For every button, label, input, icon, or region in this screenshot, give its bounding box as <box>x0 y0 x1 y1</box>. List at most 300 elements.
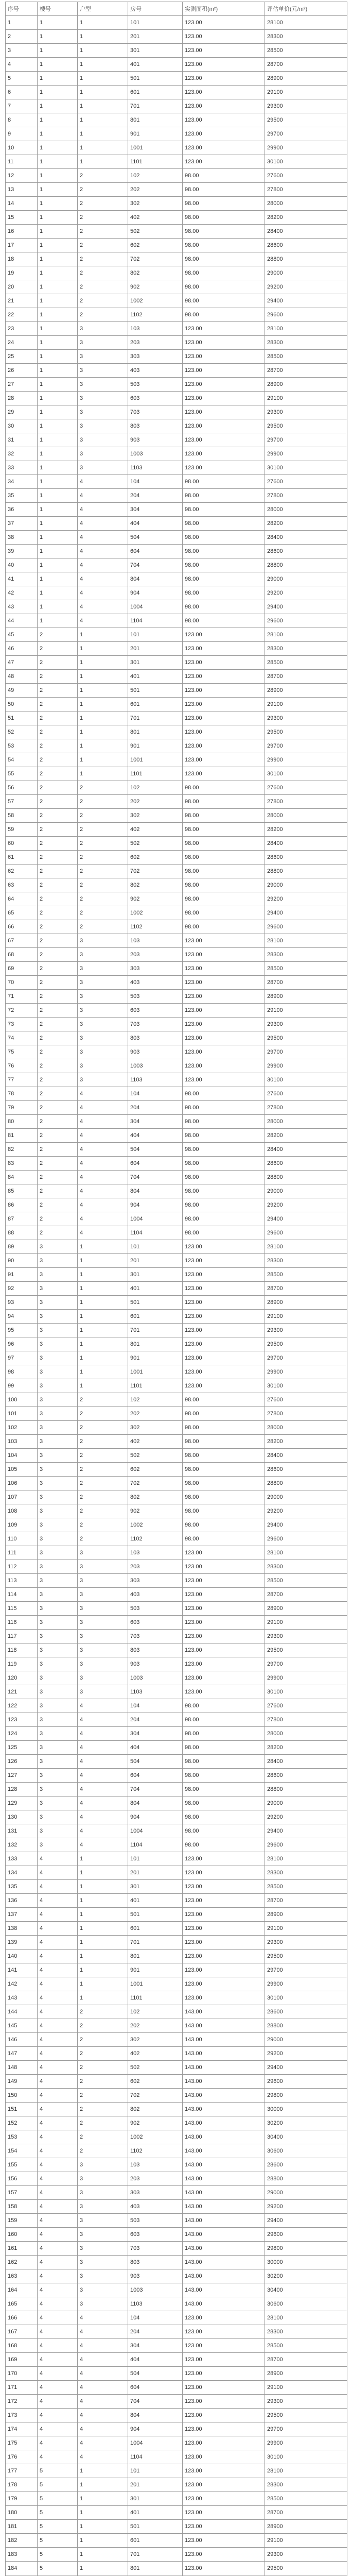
cell-serial: 147 <box>6 2047 38 2061</box>
cell-building: 3 <box>38 1240 78 1254</box>
cell-area: 98.00 <box>183 823 265 837</box>
cell-building: 2 <box>38 795 78 809</box>
cell-unit-type: 4 <box>78 1171 128 1184</box>
cell-unit-type: 2 <box>78 837 128 851</box>
cell-unit-price: 29900 <box>265 1365 347 1379</box>
table-row <box>6 1365 347 1379</box>
cell-building: 1 <box>38 503 78 517</box>
cell-serial: 5 <box>6 72 38 86</box>
table-header-row <box>6 2 347 16</box>
cell-unit-price: 28300 <box>265 1560 347 1574</box>
table-row <box>6 1699 347 1713</box>
cell-room-number: 901 <box>128 127 183 141</box>
cell-room-number: 1001 <box>128 1365 183 1379</box>
cell-room-number: 304 <box>128 503 183 517</box>
cell-unit-price: 29500 <box>265 419 347 433</box>
cell-serial: 154 <box>6 2144 38 2158</box>
cell-serial: 179 <box>6 2492 38 2506</box>
cell-unit-price: 28200 <box>265 1435 347 1449</box>
cell-area: 123.00 <box>183 16 265 30</box>
cell-unit-price: 30000 <box>265 2103 347 2116</box>
cell-building: 1 <box>38 113 78 127</box>
table-row <box>6 2422 347 2436</box>
cell-serial: 133 <box>6 1852 38 1866</box>
table-row <box>6 30 347 44</box>
cell-area: 98.00 <box>183 1449 265 1463</box>
cell-building: 3 <box>38 1310 78 1324</box>
cell-unit-price: 27800 <box>265 795 347 809</box>
cell-unit-type: 3 <box>78 1018 128 1031</box>
table-row <box>6 1824 347 1838</box>
cell-room-number: 801 <box>128 113 183 127</box>
cell-unit-price: 28600 <box>265 851 347 865</box>
cell-area: 123.00 <box>183 155 265 169</box>
cell-unit-price: 28200 <box>265 211 347 225</box>
cell-room-number: 503 <box>128 2214 183 2228</box>
cell-unit-price: 28300 <box>265 1254 347 1268</box>
cell-unit-type: 2 <box>78 2005 128 2019</box>
cell-unit-type: 2 <box>78 1504 128 1518</box>
table-row <box>6 127 347 141</box>
cell-room-number: 1004 <box>128 1212 183 1226</box>
table-row <box>6 1852 347 1866</box>
cell-serial: 143 <box>6 1991 38 2005</box>
cell-area: 123.00 <box>183 1351 265 1365</box>
cell-building: 4 <box>38 2353 78 2367</box>
table-row <box>6 1963 347 1977</box>
cell-area: 123.00 <box>183 725 265 739</box>
cell-serial: 21 <box>6 294 38 308</box>
cell-room-number: 404 <box>128 517 183 531</box>
cell-room-number: 202 <box>128 795 183 809</box>
cell-building: 4 <box>38 2242 78 2256</box>
cell-building: 1 <box>38 266 78 280</box>
table-row <box>6 2506 347 2520</box>
cell-unit-price: 28500 <box>265 2492 347 2506</box>
cell-area: 98.00 <box>183 1755 265 1769</box>
cell-room-number: 701 <box>128 2548 183 2562</box>
cell-unit-type: 3 <box>78 1004 128 1018</box>
cell-area: 98.00 <box>183 1212 265 1226</box>
cell-room-number: 802 <box>128 878 183 892</box>
cell-room-number: 803 <box>128 2256 183 2269</box>
cell-room-number: 1101 <box>128 155 183 169</box>
header-room-number: 房号 <box>128 2 183 16</box>
cell-serial: 49 <box>6 684 38 698</box>
cell-room-number: 101 <box>128 1240 183 1254</box>
cell-unit-type: 3 <box>78 1560 128 1574</box>
price-table <box>5 2 347 2576</box>
cell-serial: 47 <box>6 656 38 670</box>
table-row <box>6 1310 347 1324</box>
cell-area: 123.00 <box>183 1282 265 1296</box>
cell-serial: 114 <box>6 1588 38 1602</box>
cell-unit-type: 4 <box>78 572 128 586</box>
cell-building: 1 <box>38 336 78 350</box>
cell-area: 98.00 <box>183 1504 265 1518</box>
cell-unit-type: 1 <box>78 642 128 656</box>
cell-unit-type: 1 <box>78 1268 128 1282</box>
cell-area: 98.00 <box>183 1143 265 1157</box>
cell-room-number: 104 <box>128 1699 183 1713</box>
cell-unit-price: 29500 <box>265 1643 347 1657</box>
cell-unit-type: 2 <box>78 865 128 878</box>
cell-room-number: 1001 <box>128 1977 183 1991</box>
cell-unit-price: 27800 <box>265 489 347 503</box>
cell-serial: 84 <box>6 1171 38 1184</box>
table-row <box>6 405 347 419</box>
cell-room-number: 1004 <box>128 2436 183 2450</box>
cell-area: 123.00 <box>183 1073 265 1087</box>
cell-room-number: 501 <box>128 72 183 86</box>
cell-room-number: 1104 <box>128 1226 183 1240</box>
table-row <box>6 1282 347 1296</box>
cell-room-number: 401 <box>128 2506 183 2520</box>
cell-unit-type: 2 <box>78 2033 128 2047</box>
cell-unit-price: 29000 <box>265 878 347 892</box>
cell-serial: 95 <box>6 1324 38 1337</box>
table-row <box>6 1143 347 1157</box>
cell-area: 143.00 <box>183 2228 265 2242</box>
cell-building: 2 <box>38 1101 78 1115</box>
cell-room-number: 403 <box>128 364 183 378</box>
cell-area: 123.00 <box>183 364 265 378</box>
cell-unit-price: 29300 <box>265 99 347 113</box>
cell-room-number: 401 <box>128 670 183 684</box>
cell-serial: 57 <box>6 795 38 809</box>
table-row <box>6 1977 347 1991</box>
table-row <box>6 336 347 350</box>
cell-room-number: 403 <box>128 2200 183 2214</box>
cell-room-number: 1104 <box>128 2450 183 2464</box>
cell-room-number: 203 <box>128 1560 183 1574</box>
cell-unit-price: 29200 <box>265 2200 347 2214</box>
cell-building: 1 <box>38 586 78 600</box>
cell-unit-type: 3 <box>78 976 128 990</box>
table-row <box>6 1421 347 1435</box>
cell-building: 3 <box>38 1616 78 1630</box>
cell-area: 98.00 <box>183 851 265 865</box>
cell-area: 98.00 <box>183 1463 265 1477</box>
table-row <box>6 753 347 767</box>
cell-unit-type: 4 <box>78 2409 128 2422</box>
cell-room-number: 502 <box>128 1449 183 1463</box>
cell-unit-type: 1 <box>78 2492 128 2506</box>
cell-building: 4 <box>38 1977 78 1991</box>
cell-serial: 127 <box>6 1769 38 1783</box>
cell-area: 98.00 <box>183 211 265 225</box>
cell-building: 5 <box>38 2506 78 2520</box>
cell-area: 98.00 <box>183 308 265 322</box>
cell-area: 98.00 <box>183 1838 265 1852</box>
cell-room-number: 502 <box>128 2061 183 2075</box>
cell-area: 123.00 <box>183 1324 265 1337</box>
cell-building: 3 <box>38 1588 78 1602</box>
cell-area: 123.00 <box>183 2534 265 2548</box>
cell-unit-type: 1 <box>78 1324 128 1337</box>
cell-area: 143.00 <box>183 2283 265 2297</box>
cell-unit-price: 30100 <box>265 1379 347 1393</box>
table-row <box>6 2116 347 2130</box>
cell-unit-type: 1 <box>78 99 128 113</box>
cell-room-number: 304 <box>128 2339 183 2353</box>
cell-unit-type: 2 <box>78 2075 128 2089</box>
header-unit-price: 评估单价(元/m²) <box>265 2 347 16</box>
cell-room-number: 803 <box>128 419 183 433</box>
table-row <box>6 141 347 155</box>
cell-unit-price: 28000 <box>265 1727 347 1741</box>
cell-serial: 94 <box>6 1310 38 1324</box>
cell-unit-type: 4 <box>78 1129 128 1143</box>
cell-serial: 1 <box>6 16 38 30</box>
cell-unit-price: 29600 <box>265 614 347 628</box>
cell-unit-price: 29400 <box>265 1518 347 1532</box>
cell-serial: 90 <box>6 1254 38 1268</box>
cell-unit-type: 3 <box>78 1657 128 1671</box>
cell-room-number: 1102 <box>128 920 183 934</box>
cell-building: 5 <box>38 2478 78 2492</box>
cell-room-number: 203 <box>128 2172 183 2186</box>
cell-serial: 184 <box>6 2562 38 2575</box>
cell-unit-price: 28800 <box>265 558 347 572</box>
cell-area: 98.00 <box>183 1101 265 1115</box>
cell-room-number: 801 <box>128 2562 183 2575</box>
cell-unit-type: 1 <box>78 1950 128 1963</box>
cell-room-number: 604 <box>128 2381 183 2395</box>
cell-room-number: 104 <box>128 1087 183 1101</box>
cell-serial: 46 <box>6 642 38 656</box>
cell-area: 123.00 <box>183 767 265 781</box>
cell-serial: 106 <box>6 1477 38 1490</box>
cell-serial: 182 <box>6 2534 38 2548</box>
cell-unit-price: 29500 <box>265 113 347 127</box>
cell-building: 2 <box>38 878 78 892</box>
cell-unit-price: 28300 <box>265 1866 347 1880</box>
cell-building: 2 <box>38 1212 78 1226</box>
cell-unit-price: 29400 <box>265 1212 347 1226</box>
cell-building: 4 <box>38 2186 78 2200</box>
cell-area: 143.00 <box>183 2075 265 2089</box>
cell-building: 2 <box>38 1157 78 1171</box>
table-row <box>6 809 347 823</box>
cell-building: 4 <box>38 2158 78 2172</box>
cell-unit-price: 28700 <box>265 2506 347 2520</box>
table-row <box>6 1643 347 1657</box>
cell-area: 123.00 <box>183 378 265 392</box>
cell-room-number: 103 <box>128 934 183 948</box>
cell-area: 123.00 <box>183 2325 265 2339</box>
table-row <box>6 1490 347 1504</box>
cell-room-number: 303 <box>128 350 183 364</box>
cell-room-number: 1104 <box>128 1838 183 1852</box>
cell-unit-price: 27600 <box>265 475 347 489</box>
cell-unit-type: 4 <box>78 531 128 545</box>
cell-serial: 44 <box>6 614 38 628</box>
cell-area: 123.00 <box>183 127 265 141</box>
cell-unit-price: 29500 <box>265 1031 347 1045</box>
cell-room-number: 201 <box>128 2478 183 2492</box>
cell-serial: 119 <box>6 1657 38 1671</box>
cell-unit-type: 4 <box>78 1797 128 1810</box>
cell-area: 123.00 <box>183 1574 265 1588</box>
cell-unit-price: 29600 <box>265 1226 347 1240</box>
cell-building: 3 <box>38 1741 78 1755</box>
cell-unit-type: 3 <box>78 364 128 378</box>
cell-room-number: 904 <box>128 586 183 600</box>
cell-unit-type: 1 <box>78 30 128 44</box>
cell-room-number: 603 <box>128 2228 183 2242</box>
cell-building: 2 <box>38 684 78 698</box>
cell-building: 3 <box>38 1296 78 1310</box>
cell-area: 98.00 <box>183 266 265 280</box>
table-row <box>6 1922 347 1936</box>
cell-serial: 63 <box>6 878 38 892</box>
cell-unit-price: 28100 <box>265 2311 347 2325</box>
cell-building: 2 <box>38 1059 78 1073</box>
table-row <box>6 878 347 892</box>
cell-unit-type: 1 <box>78 1351 128 1365</box>
table-row <box>6 1671 347 1685</box>
cell-room-number: 1002 <box>128 1518 183 1532</box>
cell-building: 1 <box>38 169 78 183</box>
cell-serial: 163 <box>6 2269 38 2283</box>
cell-area: 98.00 <box>183 197 265 211</box>
cell-building: 5 <box>38 2520 78 2534</box>
cell-area: 123.00 <box>183 1379 265 1393</box>
table-row <box>6 1073 347 1087</box>
cell-area: 98.00 <box>183 1490 265 1504</box>
table-row <box>6 1769 347 1783</box>
cell-serial: 164 <box>6 2283 38 2297</box>
cell-unit-price: 27600 <box>265 1087 347 1101</box>
cell-serial: 183 <box>6 2548 38 2562</box>
cell-unit-type: 3 <box>78 405 128 419</box>
cell-area: 98.00 <box>183 572 265 586</box>
table-row <box>6 558 347 572</box>
table-row <box>6 531 347 545</box>
cell-unit-type: 4 <box>78 1143 128 1157</box>
cell-unit-price: 28000 <box>265 809 347 823</box>
cell-unit-price: 29200 <box>265 1198 347 1212</box>
cell-unit-type: 3 <box>78 990 128 1004</box>
cell-area: 98.00 <box>183 614 265 628</box>
cell-unit-price: 30100 <box>265 461 347 475</box>
cell-building: 3 <box>38 1769 78 1783</box>
cell-serial: 165 <box>6 2297 38 2311</box>
cell-serial: 142 <box>6 1977 38 1991</box>
cell-unit-type: 1 <box>78 1379 128 1393</box>
cell-building: 2 <box>38 767 78 781</box>
cell-area: 123.00 <box>183 1922 265 1936</box>
table-row <box>6 684 347 698</box>
cell-room-number: 401 <box>128 1894 183 1908</box>
table-row <box>6 2130 347 2144</box>
cell-area: 123.00 <box>183 2478 265 2492</box>
cell-serial: 40 <box>6 558 38 572</box>
cell-building: 2 <box>38 934 78 948</box>
cell-unit-type: 1 <box>78 2478 128 2492</box>
cell-unit-price: 28600 <box>265 1157 347 1171</box>
cell-unit-type: 1 <box>78 113 128 127</box>
cell-unit-type: 2 <box>78 280 128 294</box>
cell-building: 2 <box>38 906 78 920</box>
cell-area: 123.00 <box>183 670 265 684</box>
cell-serial: 157 <box>6 2186 38 2200</box>
cell-room-number: 503 <box>128 1602 183 1616</box>
table-row <box>6 698 347 711</box>
cell-room-number: 302 <box>128 197 183 211</box>
cell-unit-price: 28700 <box>265 58 347 72</box>
cell-room-number: 303 <box>128 962 183 976</box>
cell-unit-price: 29500 <box>265 2409 347 2422</box>
cell-building: 1 <box>38 16 78 30</box>
cell-room-number: 703 <box>128 1018 183 1031</box>
cell-serial: 136 <box>6 1894 38 1908</box>
cell-room-number: 1101 <box>128 767 183 781</box>
cell-unit-price: 28500 <box>265 1574 347 1588</box>
cell-building: 3 <box>38 1755 78 1769</box>
cell-area: 123.00 <box>183 44 265 58</box>
cell-building: 1 <box>38 225 78 239</box>
cell-building: 5 <box>38 2548 78 2562</box>
cell-building: 5 <box>38 2534 78 2548</box>
table-row <box>6 851 347 865</box>
cell-unit-type: 3 <box>78 2200 128 2214</box>
table-row <box>6 642 347 656</box>
cell-unit-type: 4 <box>78 1115 128 1129</box>
cell-unit-price: 28800 <box>265 1783 347 1797</box>
table-row <box>6 2214 347 2228</box>
cell-room-number: 303 <box>128 1574 183 1588</box>
cell-area: 123.00 <box>183 1852 265 1866</box>
cell-area: 98.00 <box>183 920 265 934</box>
cell-unit-type: 1 <box>78 2464 128 2478</box>
cell-building: 4 <box>38 2450 78 2464</box>
cell-building: 4 <box>38 2269 78 2283</box>
cell-room-number: 104 <box>128 475 183 489</box>
cell-serial: 92 <box>6 1282 38 1296</box>
cell-unit-type: 3 <box>78 350 128 364</box>
cell-serial: 16 <box>6 225 38 239</box>
cell-room-number: 401 <box>128 58 183 72</box>
cell-unit-price: 30200 <box>265 2116 347 2130</box>
cell-unit-price: 28300 <box>265 30 347 44</box>
cell-unit-type: 2 <box>78 1477 128 1490</box>
cell-building: 1 <box>38 294 78 308</box>
cell-unit-price: 28900 <box>265 990 347 1004</box>
cell-area: 143.00 <box>183 2200 265 2214</box>
cell-serial: 9 <box>6 127 38 141</box>
cell-area: 123.00 <box>183 2450 265 2464</box>
cell-serial: 93 <box>6 1296 38 1310</box>
cell-area: 123.00 <box>183 1908 265 1922</box>
cell-building: 3 <box>38 1435 78 1449</box>
cell-room-number: 603 <box>128 392 183 405</box>
cell-room-number: 702 <box>128 2089 183 2103</box>
cell-unit-price: 29500 <box>265 1950 347 1963</box>
cell-area: 98.00 <box>183 1713 265 1727</box>
cell-serial: 103 <box>6 1435 38 1449</box>
table-row <box>6 1685 347 1699</box>
cell-unit-price: 28200 <box>265 823 347 837</box>
cell-building: 3 <box>38 1463 78 1477</box>
cell-unit-type: 3 <box>78 1045 128 1059</box>
cell-area: 98.00 <box>183 1783 265 1797</box>
cell-area: 123.00 <box>183 1588 265 1602</box>
cell-unit-type: 3 <box>78 461 128 475</box>
cell-room-number: 601 <box>128 698 183 711</box>
table-row <box>6 1630 347 1643</box>
